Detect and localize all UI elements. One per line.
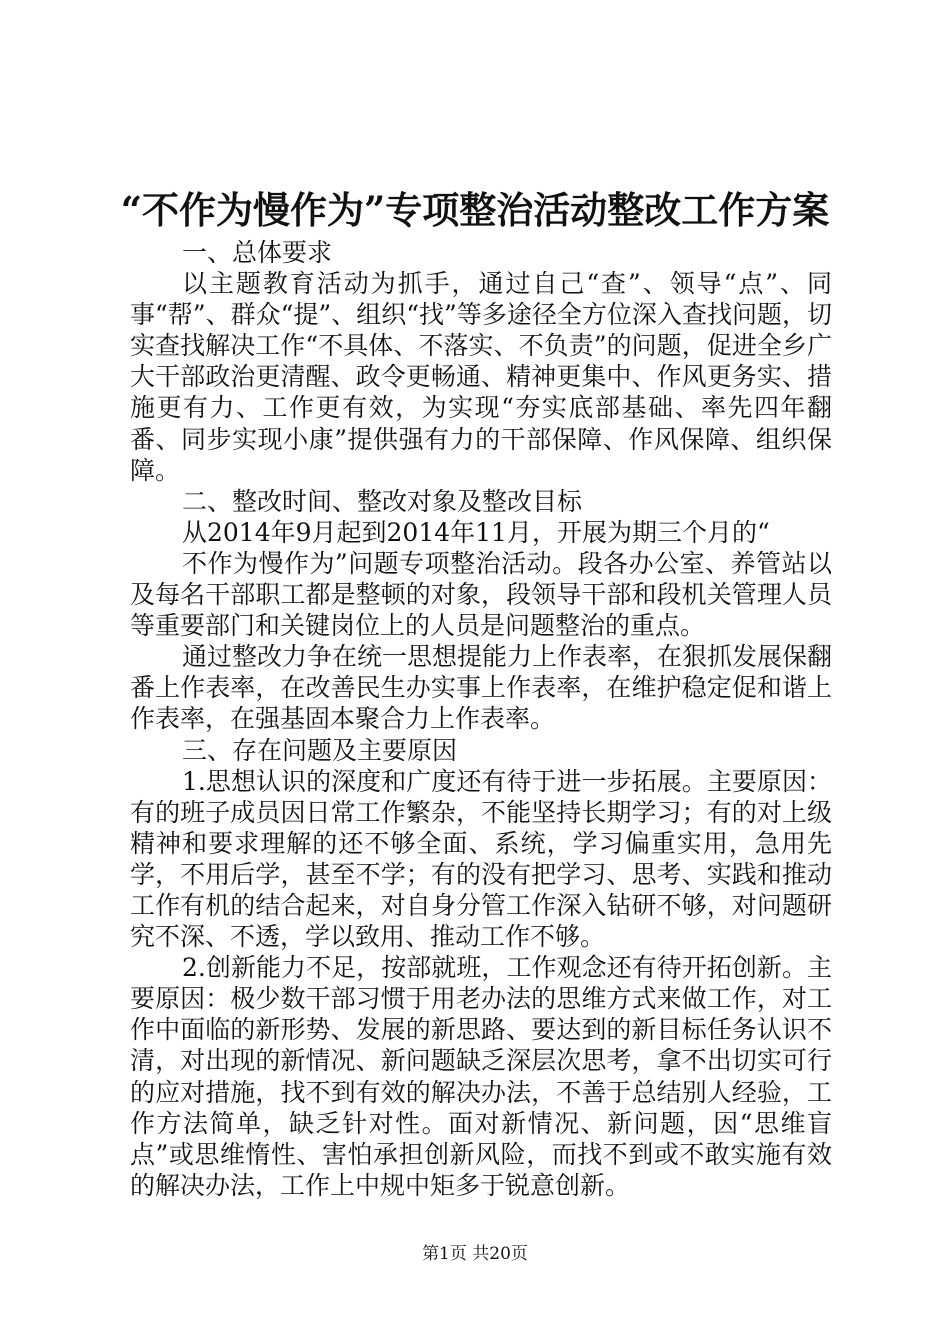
paragraph-goals: 通过整改力争在统一思想提能力上作表率，在狠抓发展保翻番上作表率，在改善民生办实事上作表率，在维护稳定促和谐上作表率，在强基固本聚合力上作表率。 bbox=[130, 642, 833, 734]
section-heading-2: 二、整改时间、整改对象及整改目标 bbox=[182, 486, 583, 516]
paragraph-problem-2: 2.创新能力不足，按部就班，工作观念还有待开拓创新。主要原因：极少数干部习惯于用老办法的思维方式来做工作，对工作中面临的新形势、发展的新思路、要达到的新目标任务认识不清，对出现的新情况、新问题缺乏深层次思考，拿不出切实可行的应对措施，找不到有效的解决办法，不善于总结别人经验，工作方法简单，缺乏针对性。面对新情况、新问题，因“思维盲点”或思维惰性、害怕承担创新风险，而找不到或不敢实施有效的解决办法，工作上中规中矩多于锐意创新。 bbox=[130, 953, 832, 1200]
section-heading-1: 一、总体要求 bbox=[182, 238, 333, 267]
paragraph-period: 从2014年9月起到2014年11月，开展为期三个月的“ bbox=[182, 517, 770, 547]
paragraph-general-requirements: 以主题教育活动为抓手，通过自己“查”、领导“点”、同事“帮”、群众“提”、组织“找”等多途径全方位深入查找问题，切实查找解决工作“不具体、不落实、不负责”的问题，促进全乡广大干部政治更清醒、政令更畅通、精神更集中、作风更务实、措施更有力、工作更有效，为实现“夯实底部基础、率先四年翻番、同步实现小康”提供强有力的干部保障、作风保障、组织保障。 bbox=[130, 269, 832, 485]
document-body bbox=[130, 237, 832, 1201]
document-title: “不作为慢作为”专项整治活动整改工作方案 bbox=[120, 188, 830, 232]
page-number: 第1页 共20页 bbox=[422, 1244, 528, 1264]
paragraph-problem-1: 1.思想认识的深度和广度还有待于进一步拓展。主要原因：有的班子成员因日常工作繁杂，不能坚持长期学习；有的对上级精神和要求理解的还不够全面、系统，学习偏重实用，急用先学，不用后学，甚至不学；有的没有把学习、思考、实践和推动工作有机的结合起来，对自身分管工作深入钻研不够，对问题研究不深、不透，学以致用、推动工作不够。 bbox=[130, 766, 832, 952]
section-heading-3: 三、存在问题及主要原因 bbox=[182, 735, 458, 765]
paragraph-targets: 不作为慢作为”问题专项整治活动。段各办公室、养管站以及每名干部职工都是整顿的对象，段领导干部和段机关管理人员等重要部门和关键岗位上的人员是问题整治的重点。 bbox=[130, 548, 832, 641]
